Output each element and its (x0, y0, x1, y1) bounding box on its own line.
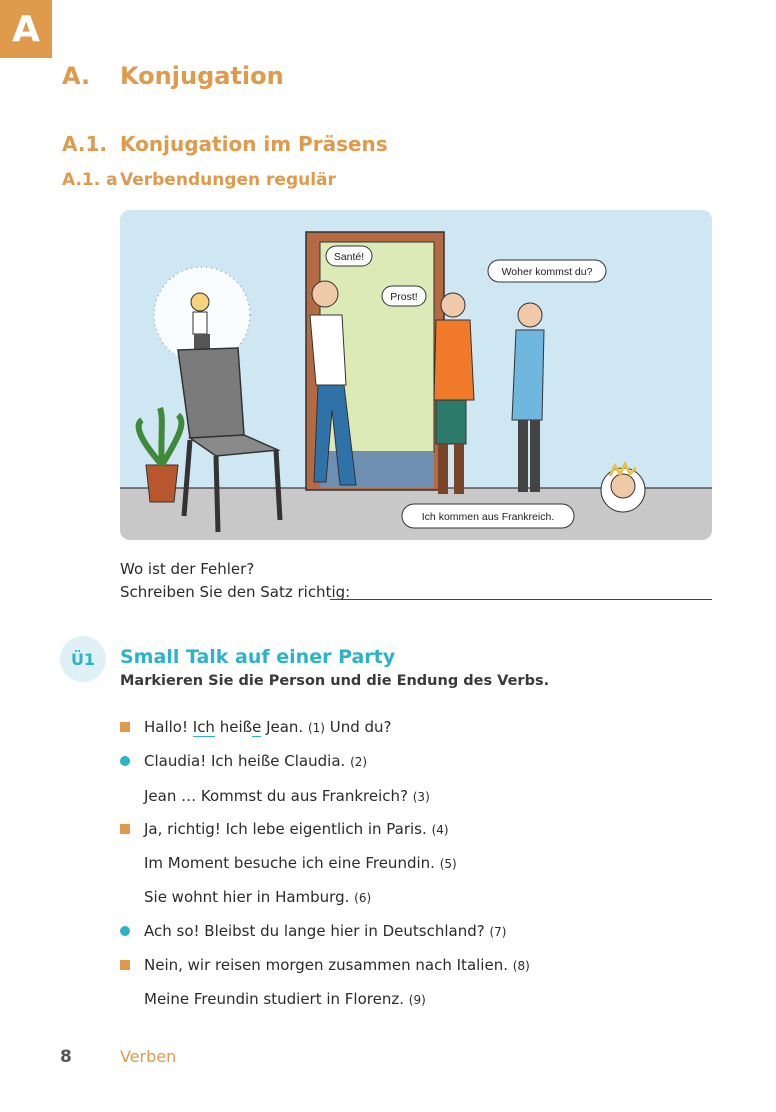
dialogue-text: Hallo! Ich heiße Jean. (1) Und du? (144, 718, 392, 736)
speaker-dot-marker (120, 926, 130, 936)
question-line-2: Schreiben Sie den Satz richtig: (120, 583, 351, 601)
dialogue-text: Claudia! Ich heiße Claudia. (2) (144, 752, 368, 770)
dialogue-text: Jean … Kommst du aus Frankreich? (3) (144, 787, 430, 805)
heading3-number: A.1. a (62, 170, 118, 190)
speaker-dot-marker (120, 756, 130, 766)
question-line-1: Wo ist der Fehler? (120, 560, 255, 578)
speaker-square-marker (120, 960, 130, 970)
party-illustration (120, 210, 712, 540)
answer-write-line[interactable] (330, 599, 712, 600)
heading3-title: Verbendungen regulär (120, 170, 336, 190)
dialogue-text: Meine Freundin studiert in Florenz. (9) (144, 990, 426, 1008)
bubble-prost: Prost! (390, 291, 418, 303)
dialogue-text: Im Moment besuche ich eine Freundin. (5) (144, 854, 457, 872)
bubble-sante: Santé! (333, 251, 365, 263)
heading1-number: A. (62, 62, 91, 90)
chapter-tab: A (0, 0, 52, 58)
page-number: 8 (60, 1047, 72, 1067)
speaker-square-marker (120, 824, 130, 834)
exercise-badge: Ü1 (60, 636, 106, 682)
dialogue-text: Ach so! Bleibst du lange hier in Deutschland? (7) (144, 922, 507, 940)
speaker-square-marker (120, 722, 130, 732)
dialogue-text: Sie wohnt hier in Hamburg. (6) (144, 888, 372, 906)
bubble-ich-kommen: Ich kommen aus Frankreich. (421, 511, 555, 523)
exercise-title: Small Talk auf einer Party (120, 646, 396, 668)
heading2-number: A.1. (62, 132, 107, 156)
bubble-woher: Woher kommst du? (501, 266, 593, 278)
dialogue-text: Ja, richtig! Ich lebe eigentlich in Paris. (4) (144, 820, 449, 838)
heading1-title: Konjugation (120, 62, 284, 90)
exercise-instruction: Markieren Sie die Person und die Endung des Verbs. (120, 673, 550, 689)
footer-section-label: Verben (120, 1047, 177, 1066)
heading2-title: Konjugation im Präsens (120, 132, 388, 156)
dialogue-text: Nein, wir reisen morgen zusammen nach Italien. (8) (144, 956, 530, 974)
